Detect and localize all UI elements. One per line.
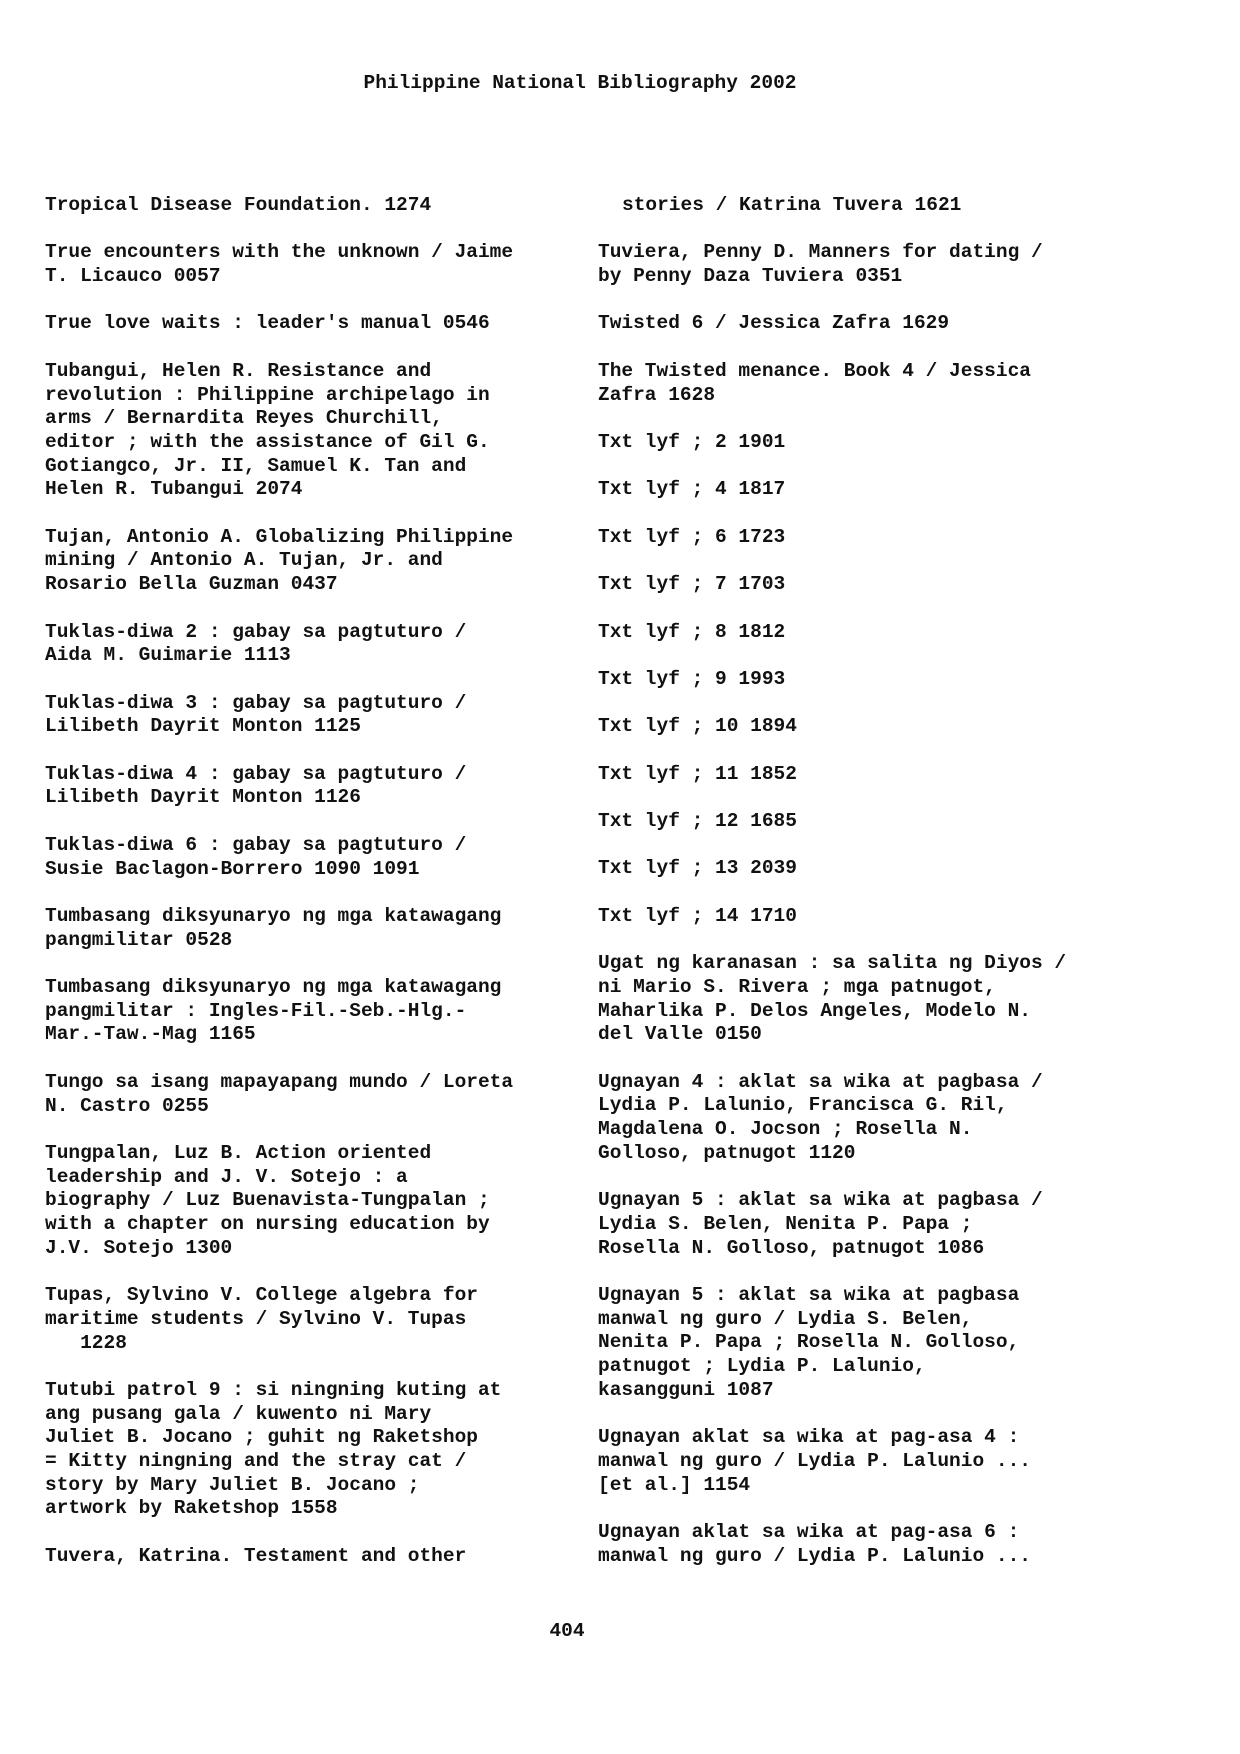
entry-line: revolution : Philippine archipelago in xyxy=(45,383,490,406)
entry-line: Txt lyf ; 14 1710 xyxy=(598,904,797,927)
entry-line: ni Mario S. Rivera ; mga patnugot, xyxy=(598,975,996,998)
bibliography-entry xyxy=(598,1521,1158,1568)
entry-line: Tumbasang diksyunaryo ng mga katawagang xyxy=(45,904,502,927)
entry-line: Maharlika P. Delos Angeles, Modelo N. xyxy=(598,999,1031,1022)
page-number: 404 xyxy=(549,1620,585,1642)
entry-line: Lydia P. Lalunio, Francisca G. Ril, xyxy=(598,1094,1008,1117)
bibliography-entry xyxy=(598,621,1158,645)
entry-line: stories / Katrina Tuvera 1621 xyxy=(622,194,962,216)
entry-line: Tuvera, Katrina. Testament and other xyxy=(45,1544,467,1567)
bibliography-entry xyxy=(598,431,1158,455)
bibliography-entry xyxy=(598,573,1158,597)
entry-line: Zafra 1628 xyxy=(598,383,716,406)
entry-line: with a chapter on nursing education by xyxy=(45,1213,490,1236)
right-column xyxy=(598,194,1158,1592)
bibliography-entry xyxy=(598,241,1158,288)
entry-line: Txt lyf ; 13 2039 xyxy=(598,857,797,880)
entry-line: manwal ng guro / Lydia P. Lalunio ... xyxy=(598,1544,1031,1567)
entry-line: Tuviera, Penny D. Manners for dating / xyxy=(598,241,1043,264)
entry-line: story by Mary Juliet B. Jocano ; xyxy=(45,1473,420,1496)
entry-line: maritime students / Sylvino V. Tupas xyxy=(45,1307,467,1330)
left-column xyxy=(45,194,565,1592)
bibliography-entry xyxy=(598,526,1158,550)
entry-line: del Valle 0150 xyxy=(598,1023,762,1046)
bibliography-entry xyxy=(45,1142,565,1261)
entry-line: 1228 xyxy=(45,1331,127,1354)
bibliography-entry xyxy=(598,905,1158,929)
entry-line: patnugot ; Lydia P. Lalunio, xyxy=(598,1355,926,1378)
entry-line: Txt lyf ; 10 1894 xyxy=(598,715,797,738)
entry-line: artwork by Raketshop 1558 xyxy=(45,1497,338,1520)
entry-line: biography / Luz Buenavista-Tungpalan ; xyxy=(45,1189,490,1212)
entry-line: Ugnayan aklat sa wika at pag-asa 4 : xyxy=(598,1426,1020,1449)
entry-line: Tuklas-diwa 2 : gabay sa pagtuturo / xyxy=(45,620,467,643)
bibliography-entry xyxy=(45,194,565,218)
bibliography-entry xyxy=(598,478,1158,502)
entry-line: Tujan, Antonio A. Globalizing Philippine xyxy=(45,525,514,548)
entry-line: by Penny Daza Tuviera 0351 xyxy=(598,265,903,288)
entry-line: manwal ng guro / Lydia S. Belen, xyxy=(598,1307,973,1330)
entry-line: Lydia S. Belen, Nenita P. Papa ; xyxy=(598,1212,973,1235)
entry-line: Txt lyf ; 4 1817 xyxy=(598,478,786,501)
entry-line: Rosario Bella Guzman 0437 xyxy=(45,573,338,596)
entry-line: Txt lyf ; 9 1993 xyxy=(598,667,786,690)
entry-line: Ugnayan 5 : aklat sa wika at pagbasa xyxy=(598,1284,1020,1307)
bibliography-entry xyxy=(598,1189,1158,1260)
bibliography-entry xyxy=(598,857,1158,881)
entry-line: Txt lyf ; 12 1685 xyxy=(598,810,797,833)
entry-line: Magdalena O. Jocson ; Rosella N. xyxy=(598,1118,973,1141)
entry-line: Helen R. Tubangui 2074 xyxy=(45,478,303,501)
entry-line: Ugnayan 5 : aklat sa wika at pagbasa / xyxy=(598,1189,1043,1212)
entry-line: N. Castro 0255 xyxy=(45,1094,209,1117)
bibliography-entry xyxy=(45,834,565,881)
bibliography-entry xyxy=(598,1071,1158,1166)
entry-line: editor ; with the assistance of Gil G. xyxy=(45,430,490,453)
bibliography-entry xyxy=(598,715,1158,739)
entry-line: Tuklas-diwa 3 : gabay sa pagtuturo / xyxy=(45,691,467,714)
bibliography-entry xyxy=(45,763,565,810)
bibliography-entry xyxy=(598,1284,1158,1403)
entry-line: True love waits : leader's manual 0546 xyxy=(45,312,490,335)
entry-line: Tungpalan, Luz B. Action oriented xyxy=(45,1141,432,1164)
entry-line: Tutubi patrol 9 : si ningning kuting at xyxy=(45,1378,502,1401)
entry-line: Txt lyf ; 6 1723 xyxy=(598,525,786,548)
bibliography-entry xyxy=(45,1545,565,1569)
entry-line: Tuklas-diwa 6 : gabay sa pagtuturo / xyxy=(45,833,467,856)
bibliography-entry xyxy=(45,1379,565,1521)
entry-line: Tuklas-diwa 4 : gabay sa pagtuturo / xyxy=(45,762,467,785)
bibliography-entry xyxy=(45,621,565,668)
bibliography-entry xyxy=(598,312,1158,336)
bibliography-entry xyxy=(598,763,1158,787)
bibliography-entry xyxy=(45,241,565,288)
entry-line: Ugnayan 4 : aklat sa wika at pagbasa / xyxy=(598,1070,1043,1093)
entry-line: Mar.-Taw.-Mag 1165 xyxy=(45,1023,256,1046)
bibliography-entry xyxy=(598,194,1158,218)
bibliography-entry xyxy=(598,360,1158,407)
entry-line: Tubangui, Helen R. Resistance and xyxy=(45,359,432,382)
entry-line: Txt lyf ; 7 1703 xyxy=(598,573,786,596)
entry-line: Txt lyf ; 8 1812 xyxy=(598,620,786,643)
entry-line: The Twisted menance. Book 4 / Jessica xyxy=(598,359,1031,382)
bibliography-entry xyxy=(45,360,565,502)
entry-line: kasangguni 1087 xyxy=(598,1378,774,1401)
entry-line: Tungo sa isang mapayapang mundo / Loreta xyxy=(45,1070,514,1093)
entry-line: Rosella N. Golloso, patnugot 1086 xyxy=(598,1236,985,1259)
entry-line: J.V. Sotejo 1300 xyxy=(45,1236,233,1259)
bibliography-entry xyxy=(45,526,565,597)
bibliography-entry xyxy=(598,1426,1158,1497)
entry-line: Ugat ng karanasan : sa salita ng Diyos / xyxy=(598,952,1067,975)
entry-line: mining / Antonio A. Tujan, Jr. and xyxy=(45,549,443,572)
entry-line: Ugnayan aklat sa wika at pag-asa 6 : xyxy=(598,1521,1020,1544)
entry-line: Susie Baclagon-Borrero 1090 1091 xyxy=(45,857,420,880)
page-header: Philippine National Bibliography 2002 xyxy=(363,72,797,94)
bibliography-entry xyxy=(598,810,1158,834)
entry-line: Gotiangco, Jr. II, Samuel K. Tan and xyxy=(45,454,467,477)
entry-line: Aida M. Guimarie 1113 xyxy=(45,644,291,667)
bibliography-entry xyxy=(598,952,1158,1047)
entry-line: Lilibeth Dayrit Monton 1125 xyxy=(45,715,361,738)
entry-line: Golloso, patnugot 1120 xyxy=(598,1141,856,1164)
entry-line: pangmilitar 0528 xyxy=(45,928,233,951)
entry-line: Txt lyf ; 2 1901 xyxy=(598,430,786,453)
bibliography-entry xyxy=(45,692,565,739)
bibliography-entry xyxy=(45,312,565,336)
entry-line: arms / Bernardita Reyes Churchill, xyxy=(45,407,443,430)
bibliography-entry xyxy=(45,905,565,952)
entry-line: True encounters with the unknown / Jaime xyxy=(45,241,514,264)
entry-line: pangmilitar : Ingles-Fil.-Seb.-Hlg.- xyxy=(45,999,467,1022)
entry-line: leadership and J. V. Sotejo : a xyxy=(45,1165,408,1188)
entry-line: manwal ng guro / Lydia P. Lalunio ... xyxy=(598,1449,1031,1472)
entry-line: Lilibeth Dayrit Monton 1126 xyxy=(45,786,361,809)
entry-line: Tupas, Sylvino V. College algebra for xyxy=(45,1284,478,1307)
bibliography-entry xyxy=(598,668,1158,692)
bibliography-entry xyxy=(45,976,565,1047)
entry-line: Nenita P. Papa ; Rosella N. Golloso, xyxy=(598,1331,1020,1354)
entry-line: [et al.] 1154 xyxy=(598,1473,751,1496)
entry-line: ang pusang gala / kuwento ni Mary xyxy=(45,1402,432,1425)
entry-line: = Kitty ningning and the stray cat / xyxy=(45,1450,467,1473)
entry-line: Juliet B. Jocano ; guhit ng Raketshop xyxy=(45,1426,478,1449)
entry-line: T. Licauco 0057 xyxy=(45,265,221,288)
entry-line: Txt lyf ; 11 1852 xyxy=(598,762,797,785)
entry-line: Twisted 6 / Jessica Zafra 1629 xyxy=(598,312,950,335)
entry-line: Tumbasang diksyunaryo ng mga katawagang xyxy=(45,976,502,999)
bibliography-entry xyxy=(45,1071,565,1118)
entry-line: Tropical Disease Foundation. 1274 xyxy=(45,194,432,216)
bibliography-entry xyxy=(45,1284,565,1355)
